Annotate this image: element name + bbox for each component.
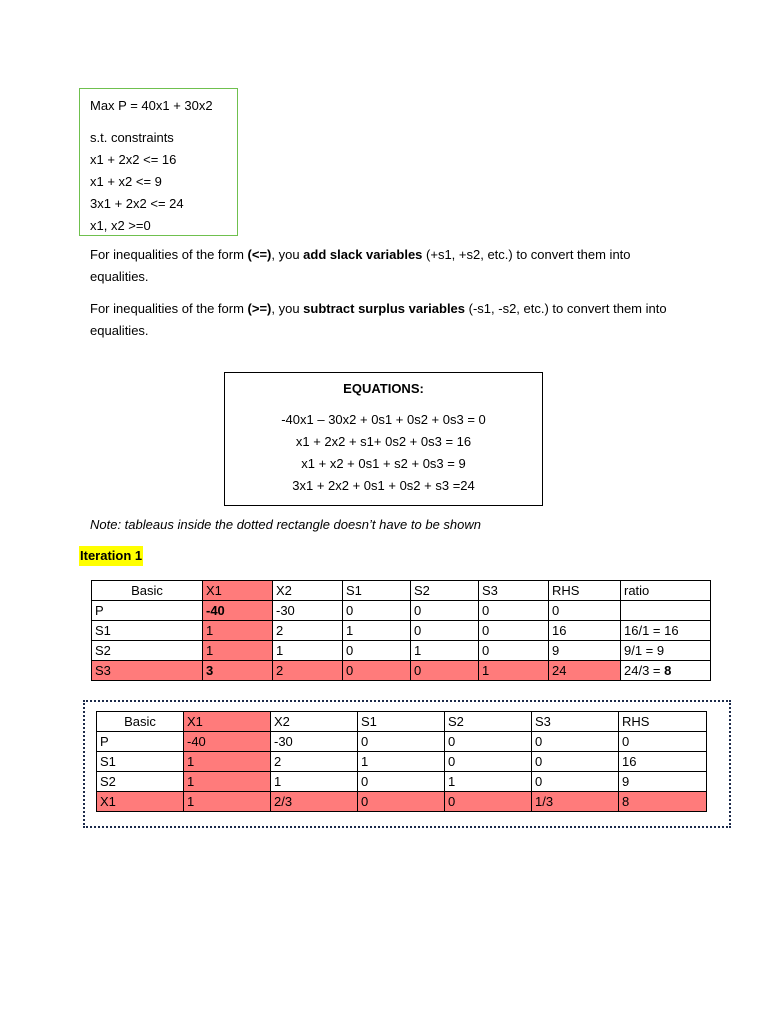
header-s1: S1 <box>343 581 411 601</box>
table-header-row <box>92 581 711 601</box>
table-cell: 1 <box>184 792 271 812</box>
table-cell: 0 <box>411 661 479 681</box>
para2-symbol: (>=) <box>247 301 272 316</box>
non-negativity-constraint: x1, x2 >=0 <box>90 218 151 233</box>
table-cell: 1 <box>203 641 273 661</box>
equation-3: 3x1 + 2x2 + 0s1 + 0s2 + s3 =24 <box>292 478 475 493</box>
table-cell: -30 <box>271 732 358 752</box>
para2-text-1: For inequalities of the form <box>90 301 248 316</box>
table-cell: 1 <box>343 621 411 641</box>
surplus-variables-paragraph <box>90 298 690 342</box>
header-s3: S3 <box>479 581 549 601</box>
table-cell: 0 <box>358 792 445 812</box>
table-cell: X1 <box>97 792 184 812</box>
para1-text-2: , you <box>271 247 304 262</box>
para2-text-2: , you <box>271 301 304 316</box>
header-s1: S1 <box>358 712 445 732</box>
table-cell: 0 <box>343 641 411 661</box>
table-cell: 1 <box>203 621 273 641</box>
header-x1: X1 <box>184 712 271 732</box>
table-cell: 1 <box>184 772 271 792</box>
table-cell: 2/3 <box>271 792 358 812</box>
table-row <box>97 752 707 772</box>
table-cell: 1 <box>184 752 271 772</box>
table-cell: P <box>92 601 203 621</box>
header-s3: S3 <box>532 712 619 732</box>
table-cell: 8 <box>619 792 707 812</box>
table-cell: 0 <box>532 772 619 792</box>
table-cell: 0 <box>532 732 619 752</box>
table-row <box>97 772 707 792</box>
table-cell: 2 <box>273 661 343 681</box>
constraints-heading: s.t. constraints <box>90 130 174 145</box>
table-cell: 0 <box>445 792 532 812</box>
table-cell <box>621 601 711 621</box>
para1-text-1: For inequalities of the form <box>90 247 248 262</box>
pivot-element: 3 <box>203 661 273 681</box>
header-ratio: ratio <box>621 581 711 601</box>
constraint-2: x1 + x2 <= 9 <box>90 174 162 189</box>
table-cell: 0 <box>532 752 619 772</box>
table-row <box>92 621 711 641</box>
para1-text-3: (+s1, +s2, etc.) to convert them into equalities. <box>90 247 631 284</box>
table-cell: -30 <box>273 601 343 621</box>
table-cell: 1 <box>479 661 549 681</box>
header-basic: Basic <box>92 581 203 601</box>
header-basic: Basic <box>97 712 184 732</box>
table-cell: 0 <box>479 601 549 621</box>
table-cell: 2 <box>273 621 343 641</box>
table-cell: 16 <box>549 621 621 641</box>
pivot-row <box>92 661 711 681</box>
table-cell: P <box>97 732 184 752</box>
table-cell: 16 <box>619 752 707 772</box>
iteration-label: Iteration 1 <box>79 546 143 566</box>
table-cell: S2 <box>92 641 203 661</box>
pivot-row <box>97 792 707 812</box>
equation-1: x1 + 2x2 + s1+ 0s2 + 0s3 = 16 <box>295 434 472 449</box>
table-cell: 16/1 = 16 <box>621 621 711 641</box>
header-x2: X2 <box>273 581 343 601</box>
table-cell: 1 <box>273 641 343 661</box>
table-row <box>97 732 707 752</box>
table-cell: 1/3 <box>532 792 619 812</box>
table-cell: 9/1 = 9 <box>621 641 711 661</box>
header-s2: S2 <box>445 712 532 732</box>
note-text: Note: tableaus inside the dotted rectangle doesn’t have to be shown <box>90 517 481 532</box>
table-cell: S2 <box>97 772 184 792</box>
min-ratio-cell <box>621 661 711 681</box>
para2-bold-phrase: subtract surplus variables <box>303 301 466 316</box>
iteration-1-tableau <box>91 580 711 681</box>
equations-box <box>224 372 543 506</box>
header-rhs: RHS <box>619 712 707 732</box>
equations-title: EQUATIONS: <box>343 381 424 396</box>
table-cell: 0 <box>358 732 445 752</box>
table-cell: 0 <box>343 661 411 681</box>
table-cell: -40 <box>184 732 271 752</box>
table-cell: 0 <box>358 772 445 792</box>
ratio-text: 24/3 = <box>624 663 665 678</box>
table-row <box>92 601 711 621</box>
table-cell: 24 <box>549 661 621 681</box>
para2-text-3: (-s1, -s2, etc.) to convert them into equalities. <box>90 301 667 338</box>
table-cell: 0 <box>343 601 411 621</box>
table-header-row <box>97 712 707 732</box>
header-s2: S2 <box>411 581 479 601</box>
table-cell: 0 <box>445 752 532 772</box>
table-cell: 9 <box>619 772 707 792</box>
table-cell: 0 <box>479 621 549 641</box>
table-cell: S1 <box>92 621 203 641</box>
objective-function: Max P = 40x1 + 30x2 <box>90 98 213 113</box>
table-cell: S3 <box>92 661 203 681</box>
table-cell: 1 <box>445 772 532 792</box>
constraint-3: 3x1 + 2x2 <= 24 <box>90 196 184 211</box>
min-ratio-value: 8 <box>664 663 672 678</box>
header-x2: X2 <box>271 712 358 732</box>
table-cell: S1 <box>97 752 184 772</box>
table-cell: -40 <box>203 601 273 621</box>
para1-bold-phrase: add slack variables <box>303 247 423 262</box>
equation-objective: -40x1 – 30x2 + 0s1 + 0s2 + 0s3 = 0 <box>281 412 486 427</box>
table-cell: 0 <box>411 601 479 621</box>
table-cell: 9 <box>549 641 621 661</box>
table-cell: 0 <box>619 732 707 752</box>
header-x1: X1 <box>203 581 273 601</box>
table-row <box>92 641 711 661</box>
table-cell: 2 <box>271 752 358 772</box>
table-cell: 1 <box>271 772 358 792</box>
table-cell: 0 <box>411 621 479 641</box>
table-cell: 0 <box>479 641 549 661</box>
slack-variables-paragraph <box>90 244 690 288</box>
para1-symbol: (<=) <box>247 247 272 262</box>
problem-statement-box <box>79 88 238 236</box>
table-cell: 1 <box>411 641 479 661</box>
table-cell: 0 <box>549 601 621 621</box>
table-cell: 0 <box>445 732 532 752</box>
constraint-1: x1 + 2x2 <= 16 <box>90 152 177 167</box>
updated-tableau <box>96 711 707 812</box>
table-cell: 1 <box>358 752 445 772</box>
equation-2: x1 + x2 + 0s1 + s2 + 0s3 = 9 <box>301 456 466 471</box>
header-rhs: RHS <box>549 581 621 601</box>
